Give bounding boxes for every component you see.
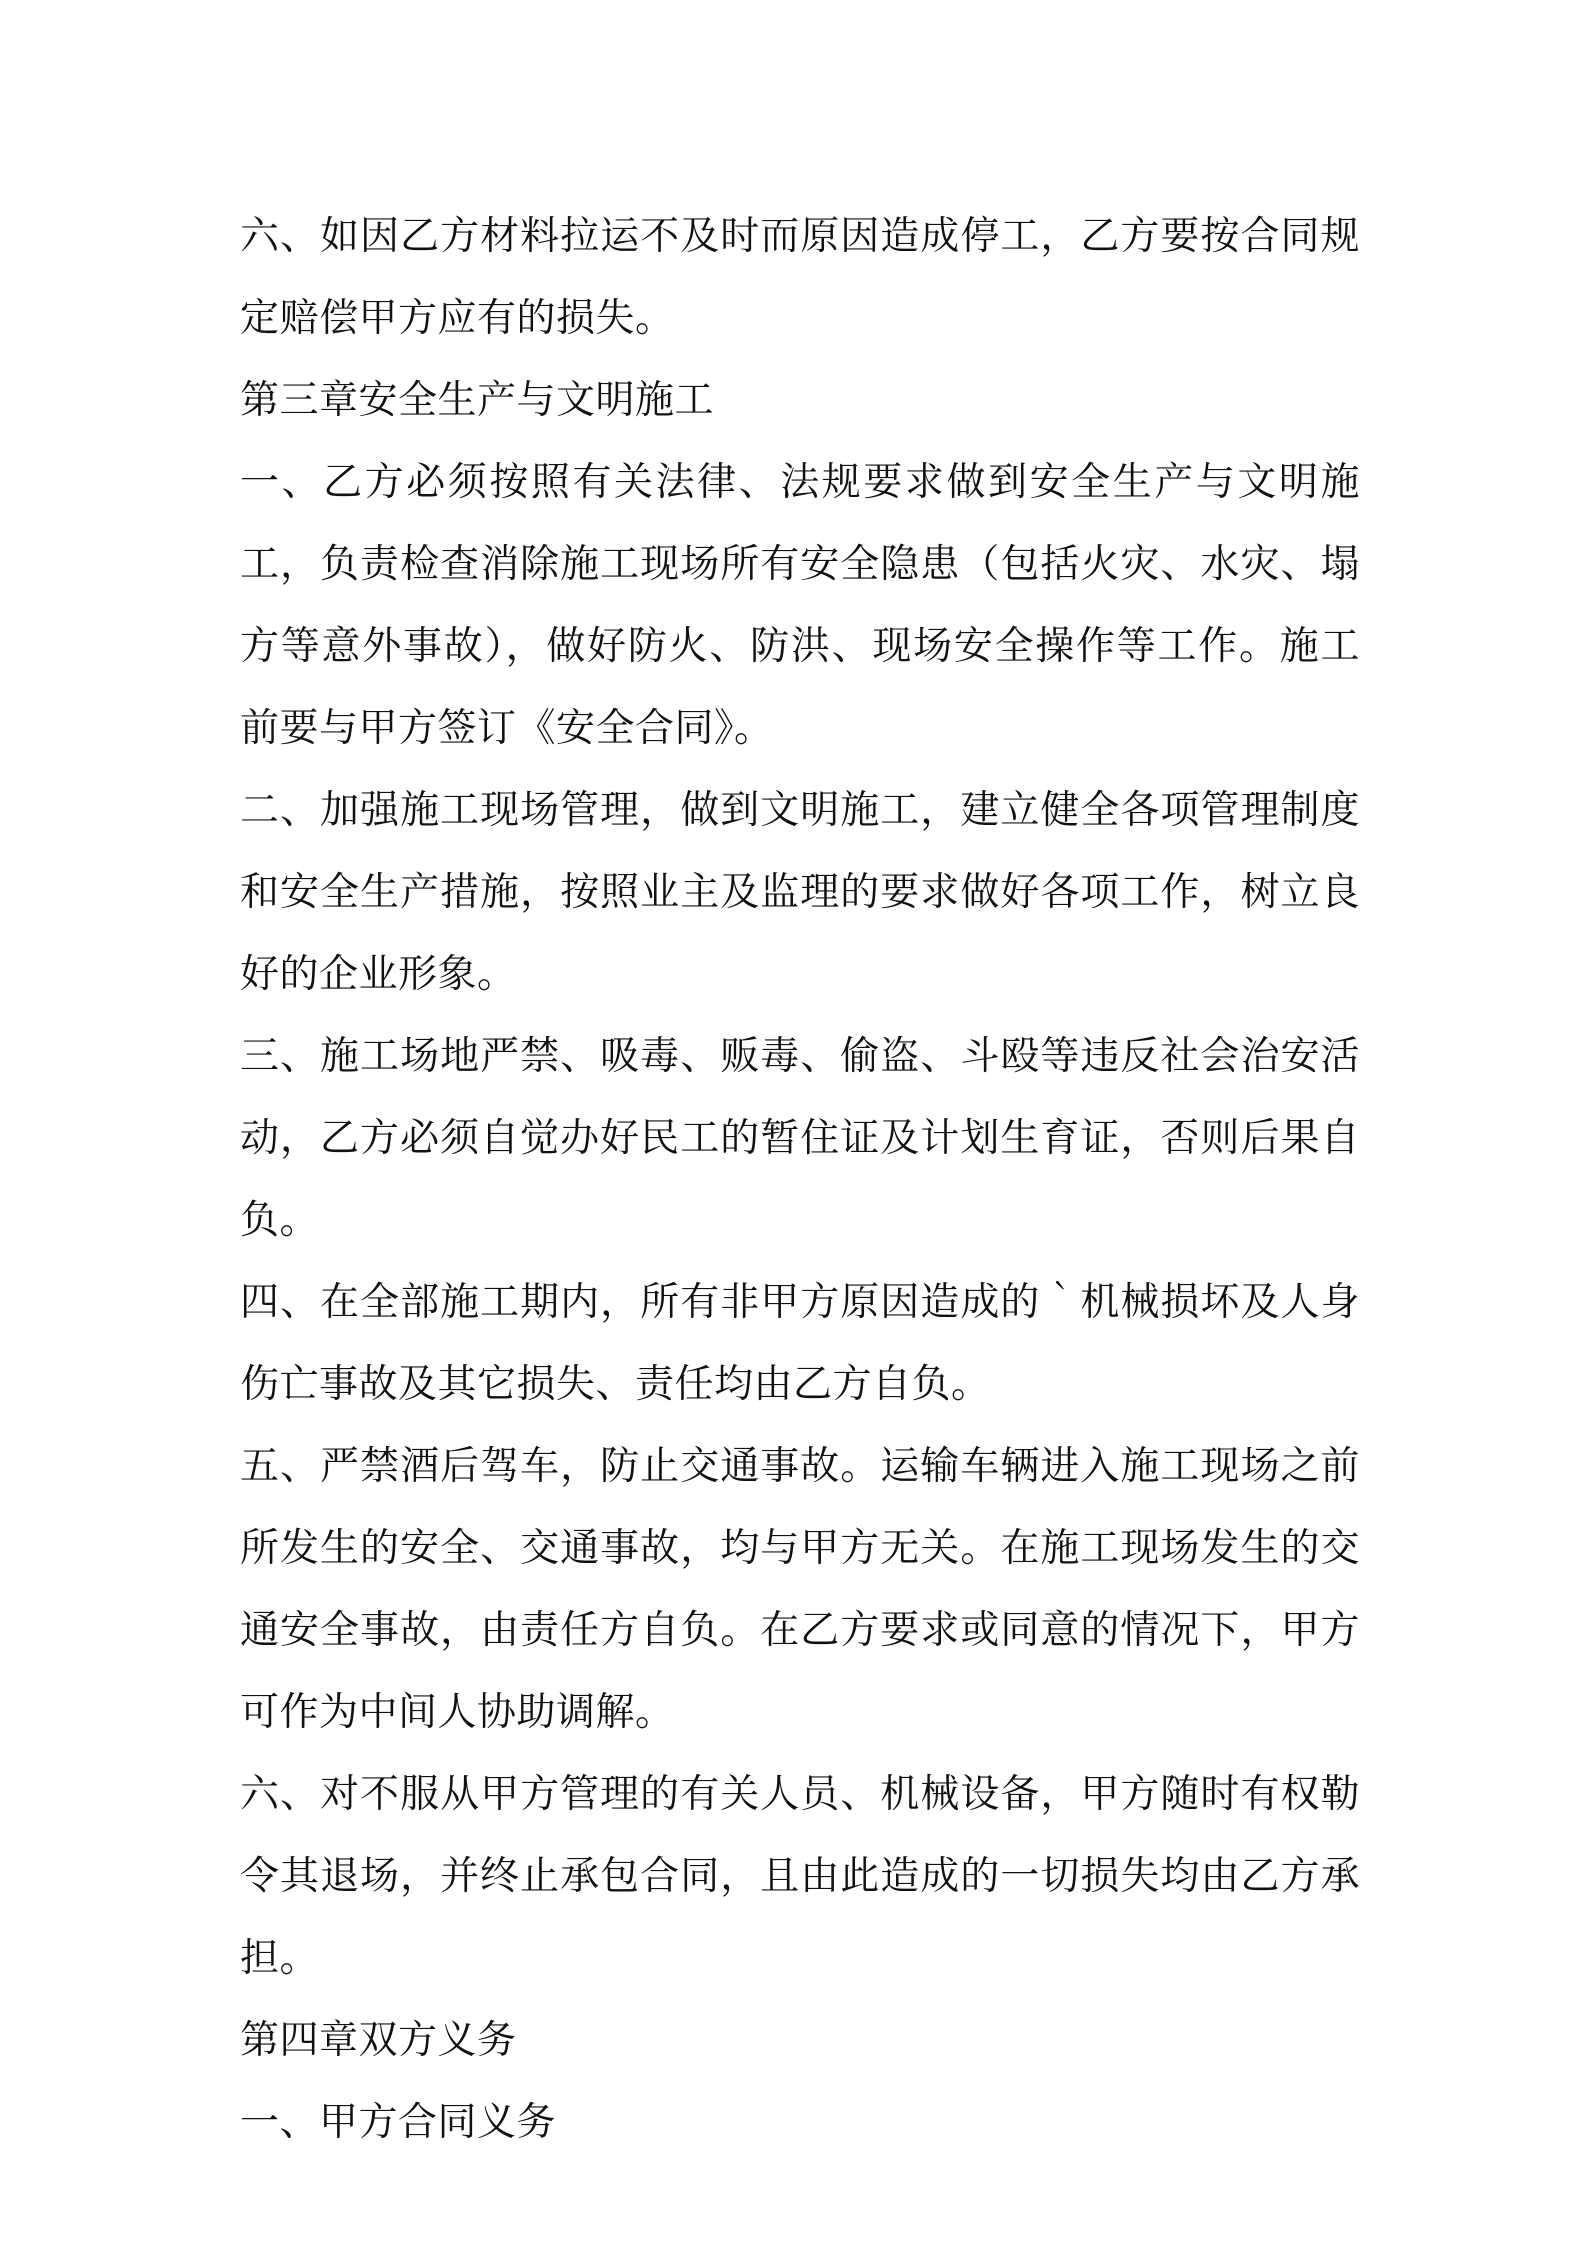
- clause-6-delay-compensation: 六、如因乙方材料拉运不及时而原因造成停工，乙方要按合同规定赔偿甲方应有的损失。: [240, 214, 1360, 341]
- clause-6-removal-authority: 六、对不服从甲方管理的有关人员、机械设备，甲方随时有权勒令其退场，并终止承包合同，且由此造成的一切损失均由乙方承担。: [240, 1772, 1360, 1981]
- section-1-party-a-obligations: 一、甲方合同义务: [240, 2100, 557, 2145]
- clause-1-safety-production: 一、乙方必须按照有关法律、法规要求做到安全生产与文明施工，负责检查消除施工现场所有安全隐患（包括火灾、水灾、塌方等意外事故），做好防火、防洪、现场安全操作等工作。施工前要与甲方签订《安全合同》。: [240, 460, 1360, 751]
- clause-3-public-order: 三、施工场地严禁、吸毒、贩毒、偷盗、斗殴等违反社会治安活动，乙方必须自觉办好民工的暂住证及计划生育证，否则后果自负。: [240, 1034, 1360, 1243]
- chapter-4-heading: 第四章双方义务: [240, 2018, 517, 2063]
- chapter-3-heading: 第三章安全生产与文明施工: [240, 378, 715, 423]
- clause-4-damage-liability: 四、在全部施工期内，所有非甲方原因造成的｀机械损坏及人身伤亡事故及其它损失、责任均由乙方自负。: [240, 1280, 1360, 1407]
- clause-2-site-management: 二、加强施工现场管理，做到文明施工，建立健全各项管理制度和安全生产措施，按照业主及监理的要求做好各项工作，树立良好的企业形象。: [240, 788, 1360, 997]
- clause-5-traffic-safety: 五、严禁酒后驾车，防止交通事故。运输车辆进入施工现场之前所发生的安全、交通事故，均与甲方无关。在施工现场发生的交通安全事故，由责任方自负。在乙方要求或同意的情况下，甲方可作为中间人协助调解。: [240, 1444, 1360, 1735]
- document-body: [240, 196, 1360, 2164]
